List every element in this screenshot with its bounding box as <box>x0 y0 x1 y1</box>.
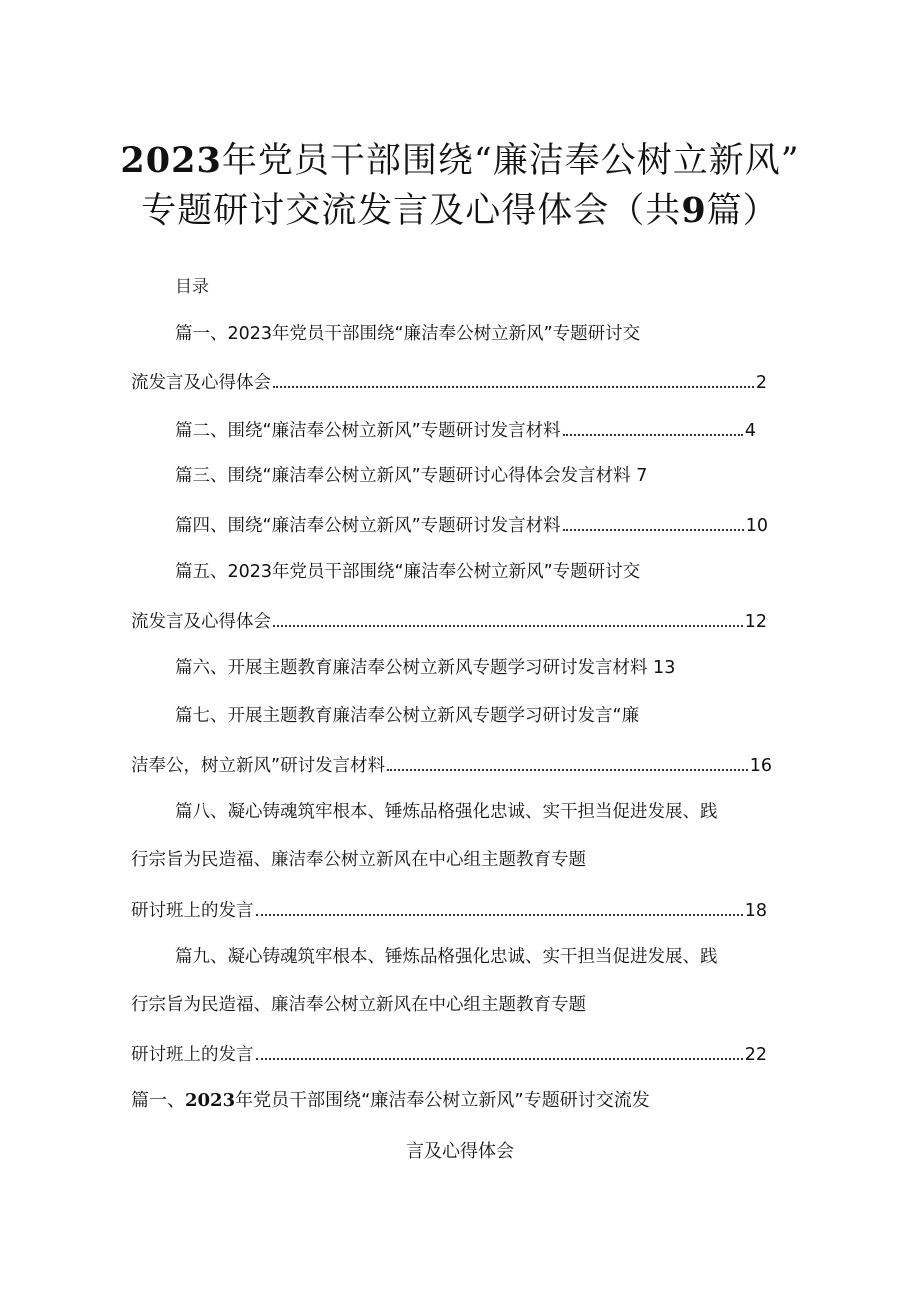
title-year: 2023 <box>120 140 222 181</box>
title-line-2-text: 专题研讨交流发言及心得体会（共 <box>141 191 682 231</box>
toc-item-1-line-1[interactable]: 篇一、2023年党员干部围绕“廉洁奉公树立新风”专题研讨交 <box>175 324 641 344</box>
toc-item-4-page: 10 <box>745 516 768 537</box>
toc-leader <box>563 421 743 436</box>
toc-item-8-line-2[interactable]: 行宗旨为民造福、廉洁奉公树立新风在中心组主题教育专题 <box>131 850 586 870</box>
toc-item-7-line-1[interactable]: 篇七、开展主题教育廉洁奉公树立新风专题学习研讨发言“廉 <box>175 706 640 726</box>
toc-item-9-line-2[interactable]: 行宗旨为民造福、廉洁奉公树立新风在中心组主题教育专题 <box>131 995 586 1015</box>
toc-item-6[interactable]: 篇六、开展主题教育廉洁奉公树立新风专题学习研讨发言材料 13 <box>175 658 676 678</box>
toc-leader <box>563 516 744 531</box>
section-heading-year: 2023 <box>185 1090 236 1111</box>
toc-item-2-text: 篇二、围绕“廉洁奉公树立新风”专题研讨发言材料 <box>175 421 561 442</box>
toc-item-9-text: 研讨班上的发言 <box>131 1045 254 1066</box>
toc-item-7-page: 16 <box>749 756 772 777</box>
toc-leader <box>256 1045 743 1060</box>
toc-item-7-line-2[interactable] <box>131 756 772 776</box>
title-line-2 <box>0 190 920 231</box>
toc-item-9-line-1[interactable]: 篇九、凝心铸魂筑牢根本、锤炼品格强化忠诚、实干担当促进发展、践 <box>175 947 718 967</box>
toc-leader <box>273 612 743 627</box>
toc-item-4-text: 篇四、围绕“廉洁奉公树立新风”专题研讨发言材料 <box>175 516 561 537</box>
toc-item-8-page: 18 <box>744 901 767 922</box>
toc-item-9-page: 22 <box>744 1045 767 1066</box>
title-line-2-end: 篇） <box>706 191 779 231</box>
toc-leader <box>273 373 754 388</box>
toc-item-3[interactable]: 篇三、围绕“廉洁奉公树立新风”专题研讨心得体会发言材料 7 <box>175 466 648 486</box>
toc-item-9-line-3[interactable] <box>131 1045 767 1065</box>
toc-item-1-line-2[interactable] <box>131 373 767 393</box>
section-heading-text: 年党员干部围绕“廉洁奉公树立新风”专题研讨交流发 <box>235 1090 650 1111</box>
section-heading <box>131 1092 650 1110</box>
title-count: 9 <box>681 190 707 231</box>
toc-item-1-page: 2 <box>755 373 767 394</box>
toc-item-4[interactable] <box>175 516 768 536</box>
toc-item-8-line-3[interactable] <box>131 901 767 921</box>
toc-item-5-text: 流发言及心得体会 <box>131 612 271 633</box>
toc-item-5-line-2[interactable] <box>131 612 767 632</box>
toc-leader <box>256 901 743 916</box>
toc-item-2[interactable] <box>175 421 756 441</box>
toc-item-5-line-1[interactable]: 篇五、2023年党员干部围绕“廉洁奉公树立新风”专题研讨交 <box>175 562 641 582</box>
toc-item-2-page: 4 <box>744 421 756 442</box>
toc-item-5-page: 12 <box>744 612 767 633</box>
title-line-1-text: 年党员干部围绕“廉洁奉公树立新风” <box>221 141 800 181</box>
toc-leader <box>387 756 748 771</box>
toc-item-8-line-1[interactable]: 篇八、凝心铸魂筑牢根本、锤炼品格强化忠诚、实干担当促进发展、践 <box>175 802 718 822</box>
title-line-1 <box>0 140 920 181</box>
toc-item-7-text: 洁奉公，树立新风”研讨发言材料 <box>131 756 386 777</box>
section-heading-prefix: 篇一、 <box>131 1090 185 1111</box>
section-heading-line-2: 言及心得体会 <box>406 1141 514 1162</box>
toc-heading: 目录 <box>175 277 209 297</box>
toc-item-1-text: 流发言及心得体会 <box>131 373 271 394</box>
toc-item-8-text: 研讨班上的发言 <box>131 901 254 922</box>
